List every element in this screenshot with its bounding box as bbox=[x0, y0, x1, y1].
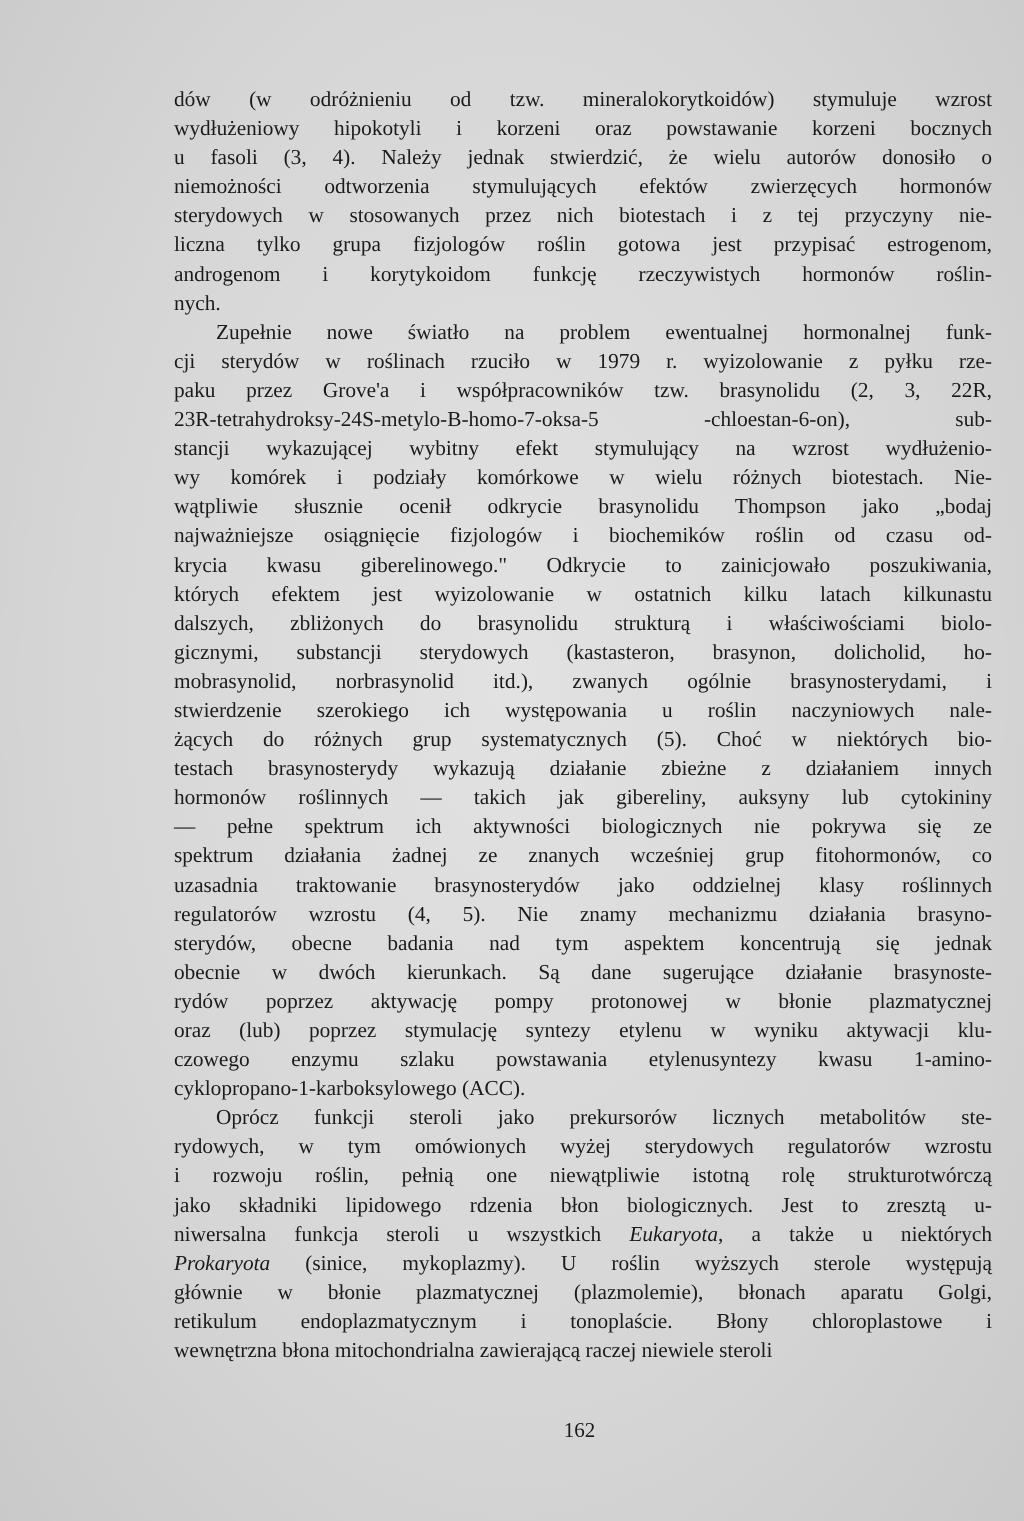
text-line: oraz (lub) poprzez stymulację syntezy etylenu w wyniku aktywacji klu- bbox=[174, 1018, 992, 1042]
text-line: dalszych, zbliżonych do brasynolidu strukturą i właściwościami biolo- bbox=[174, 610, 992, 635]
paragraph bbox=[174, 1103, 992, 1365]
text-line: cji sterydów w roślinach rzuciło w 1979 r. wyizolowanie z pyłku rze- bbox=[174, 348, 992, 373]
text-line: i rozwoju roślin, pełnią one niewątpliwie istotną rolę strukturotwórczą bbox=[174, 1163, 992, 1188]
text-line: Zupełnie nowe światło na problem ewentualnej hormonalnej funk- bbox=[216, 319, 992, 344]
text-line: retikulum endoplazmatycznym i tonoplaście. Błony chloroplastowe i bbox=[174, 1308, 992, 1333]
text-line: jako składniki lipidowego rdzenia błon biologicznych. Jest to zresztą u- bbox=[174, 1192, 992, 1217]
text-line: wewnętrzna błona mitochondrialna zawierającą raczej niewiele steroli bbox=[174, 1338, 773, 1363]
text-line: wydłużeniowy hipokotyli i korzeni oraz powstawanie korzeni bocznych bbox=[174, 116, 992, 141]
body-text bbox=[174, 85, 992, 1365]
text-line: liczna tylko grupa fizjologów roślin gotowa jest przypisać estrogenom, bbox=[174, 232, 992, 257]
text-line: głównie w błonie plazmatycznej (plazmolemie), błonach aparatu Golgi, bbox=[174, 1279, 992, 1304]
text-line: spektrum działania żadnej ze znanych wcześniej grup fitohormonów, co bbox=[174, 843, 992, 868]
text-line: gicznymi, substancji sterydowych (kastasteron, brasynon, dolicholid, ho- bbox=[174, 639, 992, 664]
text-line: rydowych, w tym omówionych wyżej sterydowych regulatorów wzrostu bbox=[174, 1134, 992, 1159]
page-number: 162 bbox=[563, 1418, 596, 1442]
text-line: testach brasynosterydy wykazują działanie zbieżne z działaniem innych bbox=[174, 756, 992, 781]
text-line: cyklopropano-1-karboksylowego (ACC). bbox=[174, 1076, 526, 1101]
text-line: hormonów roślinnych — takich jak gibereliny, auksyny lub cytokininy bbox=[174, 785, 992, 810]
text-line: u fasoli (3, 4). Należy jednak stwierdzić, że wielu autorów donosiło o bbox=[174, 145, 992, 170]
text-line: niemożności odtworzenia stymulujących efektów zwierzęcych hormonów bbox=[174, 174, 992, 199]
text-line: wy komórek i podziały komórkowe w wielu różnych biotestach. Nie- bbox=[174, 465, 992, 490]
text-line: niwersalna funkcja steroli u wszystkich Eukaryota, a także u niektórych bbox=[174, 1221, 992, 1246]
text-line: 23R-tetrahydroksy-24S-metylo-B-homo-7-oksa-5 -chloestan-6-on), sub- bbox=[174, 407, 992, 432]
text-line: sterydowych w stosowanych przez nich biotestach i z tej przyczyny nie- bbox=[174, 203, 992, 228]
text-line: krycia kwasu giberelinowego." Odkrycie to zainicjowało poszukiwania, bbox=[174, 552, 992, 577]
paragraph bbox=[174, 318, 992, 1104]
text-line: androgenom i korytykoidom funkcję rzeczywistych hormonów roślin- bbox=[174, 261, 992, 286]
text-line: sterydów, obecne badania nad tym aspektem koncentrują się jednak bbox=[174, 930, 992, 955]
text-line: stwierdzenie szerokiego ich występowania u roślin naczyniowych nale- bbox=[174, 697, 992, 722]
text-line: najważniejsze osiągnięcie fizjologów i biochemików roślin od czasu od- bbox=[174, 523, 992, 548]
text-line: regulatorów wzrostu (4, 5). Nie znamy mechanizmu działania brasyno- bbox=[174, 901, 992, 926]
text-line: mobrasynolid, norbrasynolid itd.), zwanych ogólnie brasynosterydami, i bbox=[174, 668, 992, 693]
text-line: wątpliwie słusznie ocenił odkrycie brasynolidu Thompson jako „bodaj bbox=[174, 494, 992, 519]
text-line: czowego enzymu szlaku powstawania etylenusyntezy kwasu 1-amino- bbox=[174, 1047, 992, 1072]
text-line: — pełne spektrum ich aktywności biologicznych nie pokrywa się ze bbox=[174, 814, 992, 839]
text-line: paku przez Grove'a i współpracowników tzw. brasynolidu (2, 3, 22R, bbox=[174, 377, 992, 402]
text-line: uzasadnia traktowanie brasynosterydów jako oddzielnej klasy roślinnych bbox=[174, 872, 992, 897]
paragraph bbox=[174, 85, 992, 318]
text-line: żących do różnych grup systematycznych (5). Choć w niektórych bio- bbox=[174, 727, 992, 752]
text-line: Oprócz funkcji steroli jako prekursorów licznych metabolitów ste- bbox=[216, 1105, 992, 1130]
text-line: Prokaryota (sinice, mykoplazmy). U roślin wyższych sterole występują bbox=[174, 1250, 992, 1275]
text-line: dów (w odróżnieniu od tzw. mineralokorytkoidów) stymuluje wzrost bbox=[174, 87, 992, 111]
text-line: rydów poprzez aktywację pompy protonowej w błonie plazmatycznej bbox=[174, 988, 992, 1013]
text-line: obecnie w dwóch kierunkach. Są dane sugerujące działanie brasynoste- bbox=[174, 959, 992, 984]
text-line: których efektem jest wyizolowanie w ostatnich kilku latach kilkunastu bbox=[174, 581, 992, 606]
text-line: nych. bbox=[174, 290, 221, 315]
text-line: stancji wykazującej wybitny efekt stymulujący na wzrost wydłużenio- bbox=[174, 436, 992, 461]
